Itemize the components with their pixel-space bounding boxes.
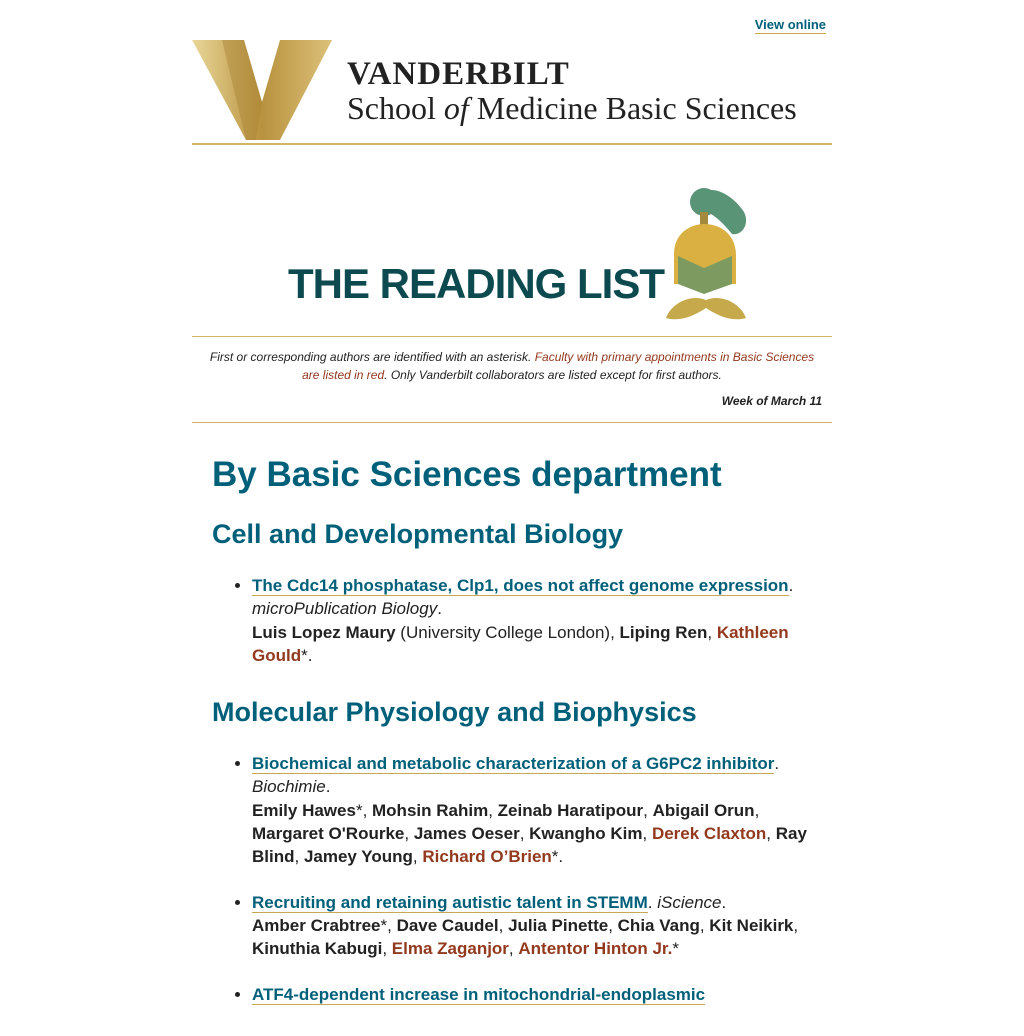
author-name: Derek Claxton: [651, 824, 767, 844]
author-name: Julia Pinette: [508, 915, 609, 935]
author-name: Zeinab Haratipour: [497, 800, 644, 820]
reading-list-banner: [192, 180, 832, 330]
main-content: [212, 455, 812, 1036]
publication-title-link[interactable]: Biochemical and metabolic characterization of a G6PC2 inhibitor: [252, 754, 775, 774]
author-separator: *.: [301, 645, 313, 665]
author-name: Richard O’Brien: [422, 847, 552, 867]
author-separator: ,: [498, 915, 509, 935]
author-name: Abigail Orun: [652, 800, 755, 820]
week-label: Week of March 11: [721, 394, 822, 408]
author-separator: ,: [608, 915, 618, 935]
journal-name: microPublication Biology: [252, 599, 438, 619]
vanderbilt-logo: [192, 40, 832, 145]
author-separator: ,: [294, 847, 304, 867]
author-separator: *.: [551, 847, 564, 867]
publication-title-link[interactable]: Recruiting and retaining autistic talent in STEMM: [252, 892, 648, 912]
author-name: James Oeser: [413, 824, 520, 844]
author-separator: ,: [766, 824, 776, 844]
journal-name: Biochimie: [252, 777, 326, 797]
author-separator: ,: [707, 622, 717, 642]
publication-item: • The Cdc14 phosphatase, Clp1, does not affect genome expression. microPublication Biology. Luis Lopez Maury (University College London), Liping Ren, Kathleen Gould*.: [252, 574, 812, 667]
author-name: Kit Neikirk: [709, 915, 794, 935]
intro-note: [192, 336, 832, 423]
author-separator: *,: [355, 800, 373, 820]
author-name: Kwangho Kim: [529, 824, 643, 844]
author-name: Dave Caudel: [396, 915, 499, 935]
publication-title-link[interactable]: ATF4-dependent increase in mitochondrial-endoplasmic: [252, 984, 706, 1004]
publication-item: [252, 983, 812, 1006]
author-name: Margaret O'Rourke: [252, 824, 405, 844]
department-heading: Molecular Physiology and Biophysics: [212, 697, 697, 728]
intro-red-text: Faculty with primary appointments in Basic Sciences are listed in red: [302, 350, 815, 382]
author-separator: (University College London),: [395, 622, 620, 642]
author-separator: ,: [508, 939, 519, 959]
author-name: Kathleen Gould: [252, 622, 789, 665]
author-name: Mohsin Rahim: [372, 800, 489, 820]
author-separator: *: [672, 939, 679, 959]
author-name: Emily Hawes: [252, 800, 356, 820]
author-separator: *,: [380, 915, 397, 935]
departments: [212, 519, 812, 1006]
author-name: Amber Crabtree: [252, 915, 381, 935]
intro-text: First or corresponding authors are identified with an asterisk.: [209, 350, 535, 364]
publication-list: [212, 752, 812, 1006]
logo-name: VANDERBILT: [347, 56, 570, 92]
department-heading: Cell and Developmental Biology: [212, 519, 624, 549]
author-separator: ,: [754, 800, 760, 820]
author-separator: ,: [699, 915, 710, 935]
vanderbilt-v-icon: [192, 40, 334, 142]
author-name: Elma Zaganjor: [391, 939, 509, 959]
author-name: Antentor Hinton Jr.: [518, 939, 673, 959]
author-separator: ,: [793, 915, 799, 935]
main-heading: By Basic Sciences department: [212, 455, 722, 494]
author-name: Luis Lopez Maury: [252, 622, 396, 642]
author-separator: ,: [519, 824, 530, 844]
author-name: Liping Ren: [619, 622, 708, 642]
author-separator: ,: [412, 847, 423, 867]
publication-title-link[interactable]: The Cdc14 phosphatase, Clp1, does not affect genome expression: [252, 576, 789, 595]
publication-list: [212, 574, 812, 667]
journal-name: iScience: [657, 892, 722, 912]
author-separator: ,: [642, 824, 652, 844]
author-name: Chia Vang: [617, 915, 700, 935]
publication-item: • Biochemical and metabolic characterization of a G6PC2 inhibitor. Biochimie. Emily Hawes*, Mohsin Rahim, Zeinab Haratipour, Abigail Orun, Margaret O'Rourke, James Oeser, Kwangho Kim, Derek Claxton, Ray Blind, Jamey Young, Richard O’Brien*.: [252, 752, 812, 868]
intro-text-2: . Only Vanderbilt collaborators are listed except for first authors.: [384, 368, 722, 382]
author-name: Jamey Young: [303, 847, 413, 867]
publication-item: • Recruiting and retaining autistic talent in STEMM. iScience. Amber Crabtree*, Dave Caudel, Julia Pinette, Chia Vang, Kit Neikirk, Kinuthia Kabugi, Elma Zaganjor, Antentor Hinton Jr.*: [252, 891, 812, 961]
view-online-link[interactable]: View online: [754, 17, 826, 32]
author-separator: ,: [488, 800, 498, 820]
author-name: Kinuthia Kabugi: [252, 939, 383, 959]
author-separator: ,: [404, 824, 414, 844]
author-name: Ray Blind: [252, 824, 807, 867]
logo-school: School of Medicine Basic Sciences: [347, 90, 797, 126]
banner-title: THE READING LIST: [288, 260, 665, 307]
author-separator: ,: [643, 800, 653, 820]
author-separator: ,: [382, 939, 392, 959]
reader-illustration-icon: [662, 184, 752, 324]
